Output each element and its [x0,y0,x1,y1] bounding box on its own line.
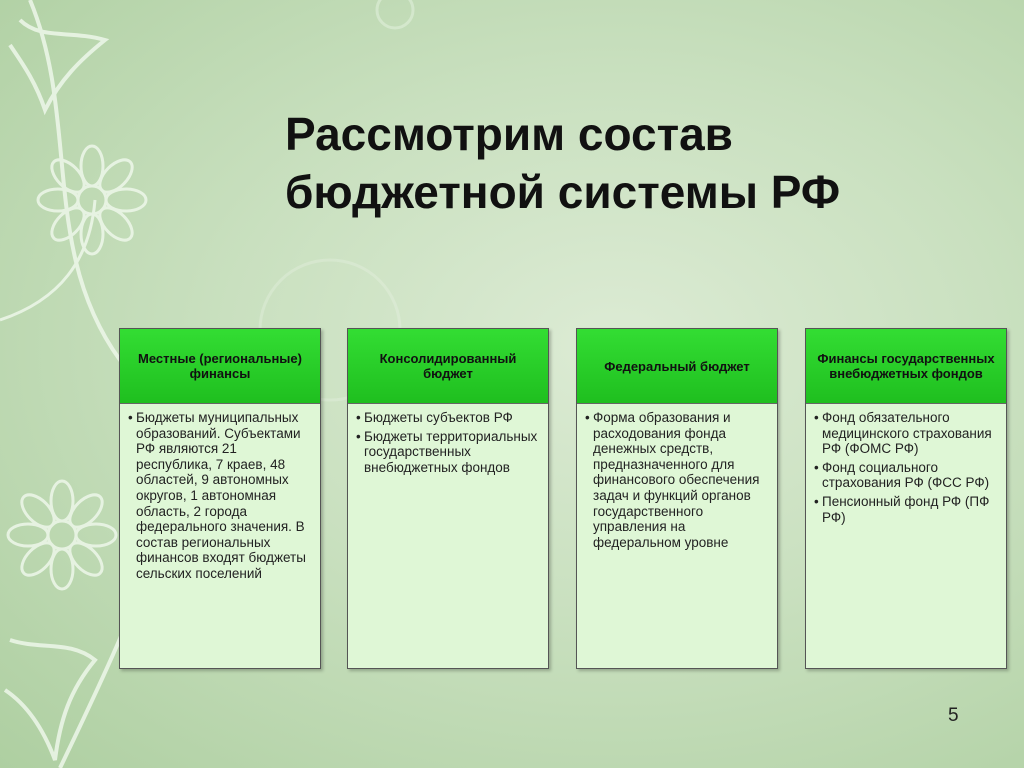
card-body [577,407,777,553]
list-item-text: Бюджеты территориальных государственных внебюджетных фондов [364,428,538,475]
title-line-2: бюджетной системы РФ [285,166,841,218]
page-number: 5 [948,705,959,726]
card-body [120,407,320,585]
card-local-finances [119,328,321,669]
bullet-icon: • [356,428,361,444]
card-header: Финансы государственных внебюджетных фондов [806,329,1006,404]
list-item [356,410,540,426]
card-header: Местные (региональные) финансы [120,329,320,404]
card-extra-budgetary-funds [805,328,1007,669]
card-body [348,407,548,478]
list-item-text: Пенсионный фонд РФ (ПФ РФ) [822,493,990,525]
bullet-icon: • [356,410,361,425]
list-item [356,429,540,476]
card-header: Федеральный бюджет [577,329,777,404]
bullet-icon: • [814,459,819,475]
list-item-text: Бюджеты субъектов РФ [364,410,513,425]
list-item-text: Фонд обязательного медицинского страхования РФ (ФОМС РФ) [822,410,992,457]
bullet-icon: • [585,410,590,425]
bullet-icon: • [814,493,819,509]
bullet-icon: • [128,410,133,425]
list-item-text: Форма образования и расходования фонда денежных средств, предназначенного для финансового обеспечения задач и функций органов государственного управления на федеральном уровне [593,410,760,550]
list-item-text: Бюджеты муниципальных образований. Субъектами РФ являются 21 республика, 7 краев, 48 областей, 9 автономных округов, 1 автономная область, 2 города федерального значения. В состав региональных финансов входят бюджеты сельских поселений [136,410,306,581]
card-body [806,407,1006,528]
bullet-icon: • [814,410,819,425]
list-item [128,410,312,582]
slide-title [285,105,1005,221]
list-item-text: Фонд социального страхования РФ (ФСС РФ) [822,459,990,491]
list-item [814,494,998,525]
list-item [814,410,998,457]
list-item [585,410,769,550]
list-item [814,460,998,491]
card-header: Консолидированный бюджет [348,329,548,404]
title-line-1: Рассмотрим состав [285,108,733,160]
card-federal-budget [576,328,778,669]
card-consolidated-budget [347,328,549,669]
